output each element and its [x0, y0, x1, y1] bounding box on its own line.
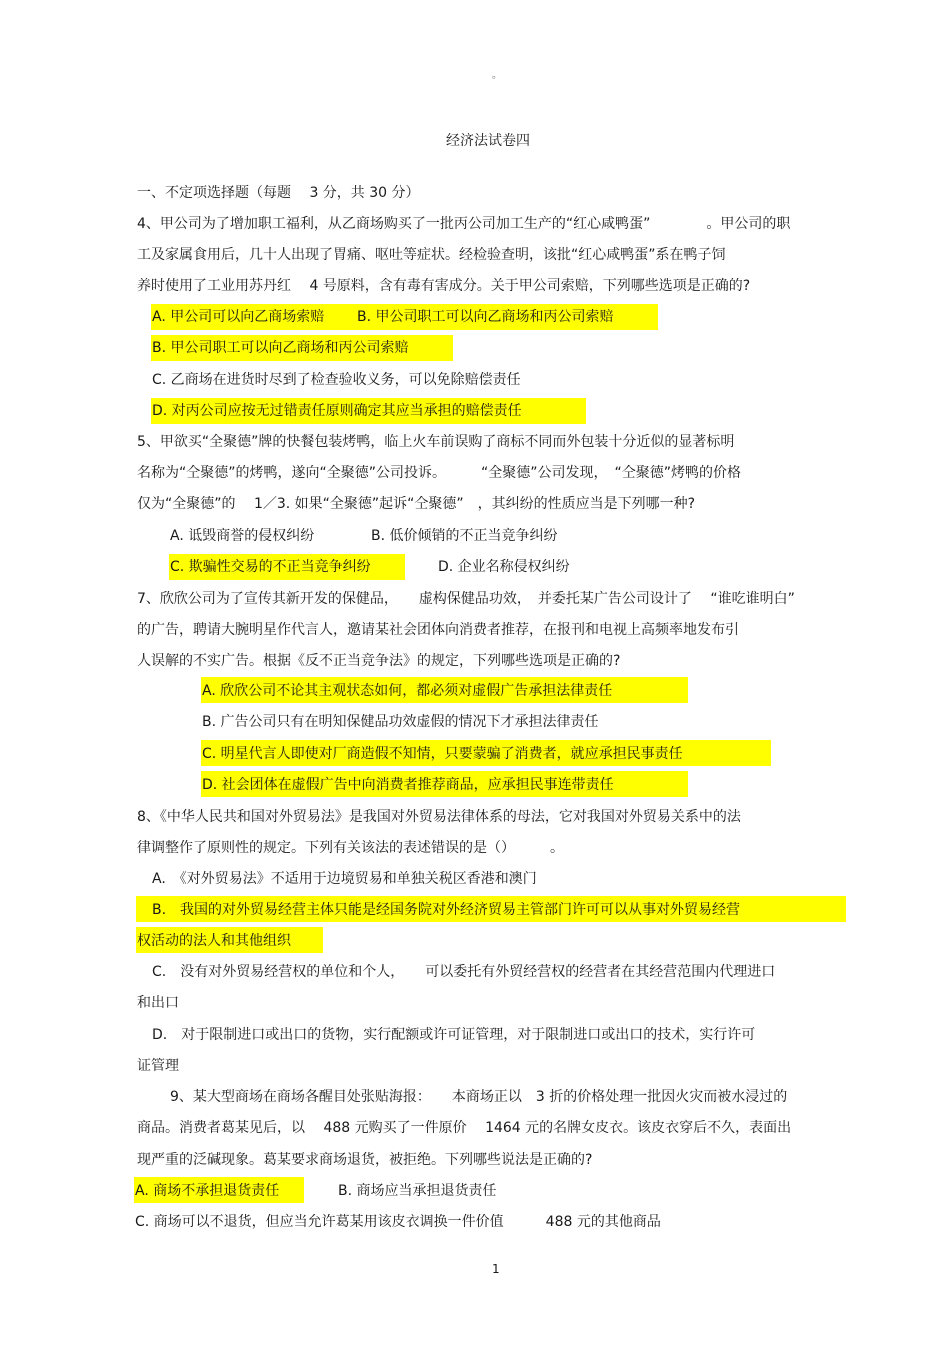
- q8-option-c-line-2: 和出口: [137, 995, 179, 1011]
- q4-option-c: C. 乙商场在进货时尽到了检查验收义务，可以免除赔偿责任: [152, 372, 521, 388]
- q8-option-b-line-2: 权活动的法人和其他组织: [137, 933, 291, 949]
- q4-stem-line-3: 养时使用了工业用苏丹红 4 号原料，含有毒有害成分。关于甲公司索赔，下列哪些选项是正确的?: [137, 278, 751, 294]
- q7-option-c: C. 明星代言人即使对厂商造假不知情，只要蒙骗了消费者，就应承担民事责任: [202, 746, 683, 762]
- q5-stem-line-1: 5、甲欲买“全聚德”牌的快餐包装烤鸭，临上火车前误购了商标不同而外包装十分近似的显著标明: [137, 434, 735, 450]
- q4-option-d: D. 对丙公司应按无过错责任原则确定其应当承担的赔偿责任: [152, 403, 522, 419]
- q8-option-d-line-1: D. 对于限制进口或出口的货物，实行配额或许可证管理，对于限制进口或出口的技术，实行许可: [152, 1027, 756, 1043]
- q4-option-a: A. 甲公司可以向乙商场索赔: [152, 309, 325, 325]
- page-title: 经济法试卷四: [446, 133, 530, 149]
- q7-stem-line-1: 7、欣欣公司为了宣传其新开发的保健品， 虚构保健品功效， 并委托某广告公司设计了 “谁吃谁明白”: [137, 591, 795, 607]
- q8-stem-line-1: 8、《中华人民共和国对外贸易法》是我国对外贸易法律体系的母法，它对我国对外贸易关系中的法: [137, 809, 741, 825]
- q4-stem-line-1: 4、甲公司为了增加职工福利，从乙商场购买了一批丙公司加工生产的“红心咸鸭蛋” 。甲公司的职: [137, 216, 791, 232]
- q9-stem-line-2: 商品。消费者葛某见后，以 488 元购买了一件原价 1464 元的名牌女皮衣。该皮衣穿后不久，表面出: [137, 1120, 792, 1136]
- header-dot: 。: [492, 70, 502, 81]
- page-number: 1: [492, 1262, 500, 1276]
- q4-option-b: B. 甲公司职工可以向乙商场和丙公司索赔: [152, 340, 409, 356]
- q9-stem-line-3: 现严重的泛碱现象。葛某要求商场退货，被拒绝。下列哪些说法是正确的?: [137, 1152, 593, 1168]
- q5-stem-line-3: 仅为“全聚德”的 1／3. 如果“全聚德”起诉“仝聚德” ，其纠纷的性质应当是下列哪一种?: [137, 496, 696, 512]
- q8-option-a: A. 《对外贸易法》不适用于边境贸易和单独关税区香港和澳门: [152, 871, 537, 887]
- q9-option-c: C. 商场可以不退货，但应当允许葛某用该皮衣调换一件价值 488 元的其他商品: [135, 1214, 661, 1230]
- q8-option-b-line-1: B. 我国的对外贸易经营主体只能是经国务院对外经济贸易主管部门许可可以从事对外贸易经营: [152, 902, 741, 918]
- q9-stem-line-1: 9、某大型商场在商场各醒目处张贴海报： 本商场正以 3 折的价格处理一批因火灾而被水浸过的: [170, 1089, 788, 1105]
- q5-option-b: B. 低价倾销的不正当竞争纠纷: [371, 528, 558, 544]
- q4-stem-line-2: 工及家属食用后，几十人出现了胃痛、呕吐等症状。经检验查明，该批“红心咸鸭蛋”系在鸭子饲: [137, 247, 726, 263]
- q7-option-d: D. 社会团体在虚假广告中向消费者推荐商品，应承担民事连带责任: [202, 777, 614, 793]
- q8-option-d-line-2: 证管理: [137, 1058, 179, 1074]
- q5-stem-line-2: 名称为“仝聚德”的烤鸭，遂向“全聚德”公司投诉。 “全聚德”公司发现， “仝聚德”烤鸭的价格: [137, 465, 742, 481]
- q4-option-b-inline: B. 甲公司职工可以向乙商场和丙公司索赔: [357, 309, 614, 325]
- q5-option-c: C. 欺骗性交易的不正当竞争纠纷: [170, 559, 371, 575]
- q9-option-b: B. 商场应当承担退货责任: [338, 1183, 497, 1199]
- q7-stem-line-3: 人误解的不实广告。根据《反不正当竞争法》的规定，下列哪些选项是正确的?: [137, 653, 621, 669]
- q7-option-a: A. 欣欣公司不论其主观状态如何，都必须对虚假广告承担法律责任: [202, 683, 613, 699]
- q5-option-d: D. 企业名称侵权纠纷: [438, 559, 570, 575]
- q8-stem-line-2: 律调整作了原则性的规定。下列有关该法的表述错误的是（） 。: [137, 840, 564, 856]
- q7-stem-line-2: 的广告，聘请大腕明星作代言人，邀请某社会团体向消费者推荐，在报刊和电视上高频率地发布引: [137, 622, 739, 638]
- q9-option-a: A. 商场不承担退货责任: [135, 1183, 280, 1199]
- section-heading: 一、不定项选择题（每题 3 分，共 30 分）: [137, 185, 420, 201]
- q8-option-c-line-1: C. 没有对外贸易经营权的单位和个人， 可以委托有外贸经营权的经营者在其经营范围内代理进口: [152, 964, 776, 980]
- q7-option-b: B. 广告公司只有在明知保健品功效虚假的情况下才承担法律责任: [202, 714, 599, 730]
- q5-option-a: A. 诋毁商誉的侵权纠纷: [170, 528, 315, 544]
